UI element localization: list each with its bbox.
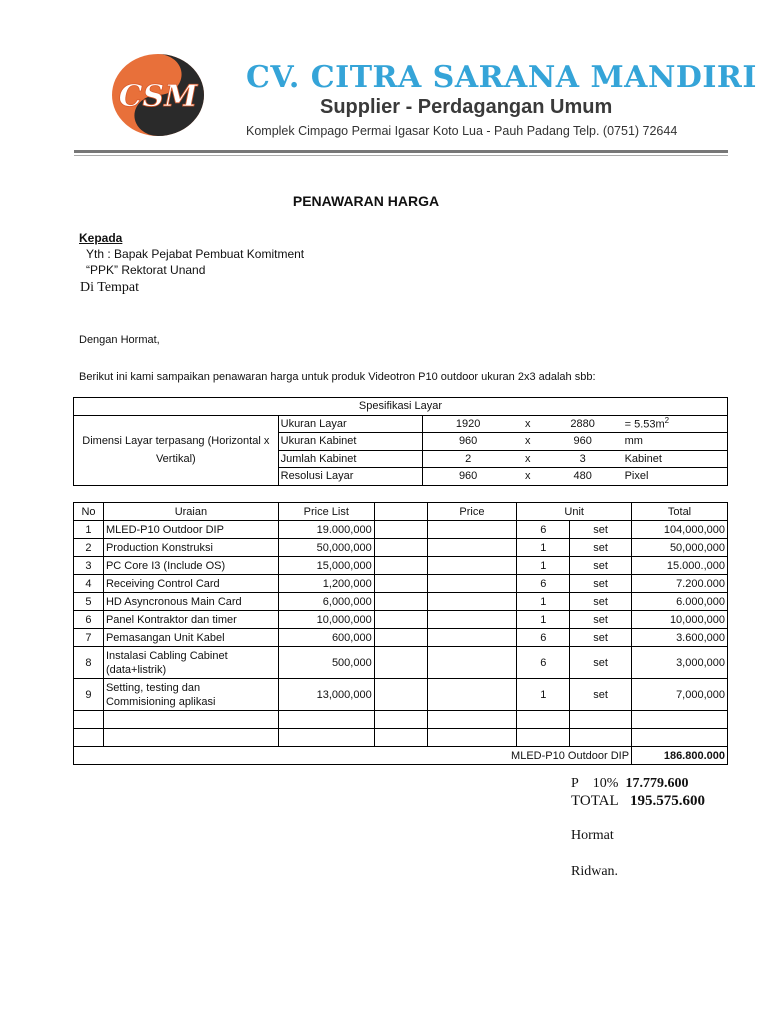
row-price <box>427 611 517 629</box>
row-price-list: 50,000,000 <box>278 539 374 557</box>
summary-row <box>74 747 728 765</box>
table-row <box>74 611 728 629</box>
row-qty: 1 <box>517 593 570 611</box>
spec-name: Ukuran Kabinet <box>278 433 423 451</box>
spec-value-b: 2880 <box>543 415 623 433</box>
row-no: 3 <box>74 557 104 575</box>
company-logo <box>110 52 206 138</box>
row-price <box>427 539 517 557</box>
row-price <box>427 629 517 647</box>
spec-value-a: 1920 <box>423 415 513 433</box>
row-qty: 1 <box>517 611 570 629</box>
spec-unit: Pixel <box>623 468 728 486</box>
table-row <box>74 593 728 611</box>
row-no: 4 <box>74 575 104 593</box>
row-price-list: 600,000 <box>278 629 374 647</box>
row-blank <box>374 611 427 629</box>
row-price <box>427 521 517 539</box>
spec-value-a: 960 <box>423 433 513 451</box>
row-blank <box>374 557 427 575</box>
tax-value: 17.779.600 <box>625 776 689 791</box>
row-qty: 6 <box>517 647 570 679</box>
row-price-list: 19.000,000 <box>278 521 374 539</box>
row-blank <box>374 575 427 593</box>
header-price-list: Price List <box>278 503 374 521</box>
row-blank <box>374 679 427 711</box>
row-unit: set <box>570 647 632 679</box>
tax-label: P <box>571 776 579 791</box>
spec-group-label: Dimensi Layar terpasang (Horizontal x Vertikal) <box>74 415 279 485</box>
spec-times: x <box>513 468 543 486</box>
row-unit: set <box>570 539 632 557</box>
summary-label: MLED-P10 Outdoor DIP <box>74 747 632 765</box>
row-blank <box>374 521 427 539</box>
company-name: CV. CITRA SARANA MANDIRI <box>246 60 757 95</box>
row-price <box>427 647 517 679</box>
spec-value-a: 960 <box>423 468 513 486</box>
row-no: 8 <box>74 647 104 679</box>
row-uraian: Setting, testing dan Commisioning aplikasi <box>103 679 278 711</box>
row-blank <box>374 539 427 557</box>
logo-monogram: CSM <box>118 79 198 114</box>
row-unit: set <box>570 611 632 629</box>
spec-unit: = $5.53m^2$ <box>623 415 728 433</box>
spec-value-b: 960 <box>543 433 623 451</box>
items-table <box>73 502 728 765</box>
greeting: Dengan Hormat, <box>79 334 160 346</box>
header-unit: Unit <box>517 503 632 521</box>
table-row <box>74 557 728 575</box>
row-no: 5 <box>74 593 104 611</box>
spec-times: x <box>513 450 543 468</box>
row-total: 3.600,000 <box>632 629 728 647</box>
row-price-list: 10,000,000 <box>278 611 374 629</box>
spec-value-b: 480 <box>543 468 623 486</box>
grand-total-line <box>571 793 705 810</box>
row-price <box>427 593 517 611</box>
letterhead-rule <box>74 150 728 153</box>
row-price <box>427 557 517 575</box>
spec-unit: mm <box>623 433 728 451</box>
row-blank <box>374 629 427 647</box>
row-total: 6.000,000 <box>632 593 728 611</box>
spec-header: Spesifikasi Layar <box>74 398 728 416</box>
total-value: 195.575.600 <box>629 793 705 809</box>
row-uraian: MLED-P10 Outdoor DIP <box>103 521 278 539</box>
row-total: 50,000,000 <box>632 539 728 557</box>
row-price <box>427 575 517 593</box>
row-total: 15.000.,000 <box>632 557 728 575</box>
row-uraian: HD Asyncronous Main Card <box>103 593 278 611</box>
spec-table <box>73 397 728 486</box>
row-no: 6 <box>74 611 104 629</box>
row-total: 10,000,000 <box>632 611 728 629</box>
table-row <box>74 575 728 593</box>
row-qty: 1 <box>517 679 570 711</box>
spec-value-b: 3 <box>543 450 623 468</box>
row-unit: set <box>570 521 632 539</box>
row-total: 7.200.000 <box>632 575 728 593</box>
row-blank <box>374 593 427 611</box>
letterhead-rule-thin <box>74 155 728 156</box>
row-unit: set <box>570 557 632 575</box>
row-blank <box>374 647 427 679</box>
row-total: 104,000,000 <box>632 521 728 539</box>
row-uraian: PC Core I3 (Include OS) <box>103 557 278 575</box>
closing-name: Ridwan. <box>571 864 619 879</box>
row-price-list: 15,000,000 <box>278 557 374 575</box>
row-total: 7,000,000 <box>632 679 728 711</box>
recipient-line3: Di Tempat <box>80 280 140 295</box>
row-total: 3,000,000 <box>632 647 728 679</box>
row-qty: 1 <box>517 539 570 557</box>
header-uraian: Uraian <box>103 503 278 521</box>
table-row <box>74 539 728 557</box>
row-price-list: 500,000 <box>278 647 374 679</box>
spec-times: x <box>513 415 543 433</box>
table-row <box>74 679 728 711</box>
row-no: 2 <box>74 539 104 557</box>
row-qty: 6 <box>517 575 570 593</box>
row-uraian: Production Konstruksi <box>103 539 278 557</box>
spec-unit: Kabinet <box>623 450 728 468</box>
row-qty: 6 <box>517 521 570 539</box>
row-qty: 6 <box>517 629 570 647</box>
row-qty: 1 <box>517 557 570 575</box>
total-label: TOTAL <box>571 793 619 809</box>
row-price-list: 1,200,000 <box>278 575 374 593</box>
header-blank <box>374 503 427 521</box>
header-total: Total <box>632 503 728 521</box>
row-no: 1 <box>74 521 104 539</box>
table-row-empty <box>74 711 728 729</box>
spec-name: Resolusi Layar <box>278 468 423 486</box>
row-uraian: Receiving Control Card <box>103 575 278 593</box>
row-uraian: Pemasangan Unit Kabel <box>103 629 278 647</box>
spec-name: Ukuran Layar <box>278 415 423 433</box>
header-no: No <box>74 503 104 521</box>
recipient-line2: “PPK” Rektorat Unand <box>86 263 206 277</box>
table-row <box>74 647 728 679</box>
company-subtitle: Supplier - Perdagangan Umum <box>320 96 613 118</box>
row-price <box>427 679 517 711</box>
row-price-list: 6,000,000 <box>278 593 374 611</box>
row-no: 7 <box>74 629 104 647</box>
table-row <box>74 629 728 647</box>
closing-hormat: Hormat <box>571 828 614 843</box>
row-unit: set <box>570 593 632 611</box>
row-unit: set <box>570 679 632 711</box>
header-price: Price <box>427 503 517 521</box>
spec-name: Jumlah Kabinet <box>278 450 423 468</box>
intro-text: Berikut ini kami sampaikan penawaran harga untuk produk Videotron P10 outdoor ukuran 2x3 adalah sbb: <box>79 371 596 383</box>
row-uraian: Instalasi Cabling Cabinet (data+listrik) <box>103 647 278 679</box>
row-unit: set <box>570 629 632 647</box>
recipient-label: Kepada <box>79 231 123 245</box>
tax-line <box>571 776 688 792</box>
summary-total: 186.800.000 <box>632 747 728 765</box>
row-uraian: Panel Kontraktor dan timer <box>103 611 278 629</box>
document-title: PENAWARAN HARGA <box>292 193 440 209</box>
row-no: 9 <box>74 679 104 711</box>
spec-times: x <box>513 433 543 451</box>
table-row <box>74 521 728 539</box>
recipient-line1: Yth : Bapak Pejabat Pembuat Komitment <box>86 247 305 261</box>
company-address: Komplek Cimpago Permai Igasar Koto Lua - Pauh Padang Telp. (0751) 72644 <box>246 124 678 138</box>
spec-value-a: 2 <box>423 450 513 468</box>
row-price-list: 13,000,000 <box>278 679 374 711</box>
row-unit: set <box>570 575 632 593</box>
table-row-empty <box>74 729 728 747</box>
tax-pct: 10% <box>592 776 619 791</box>
